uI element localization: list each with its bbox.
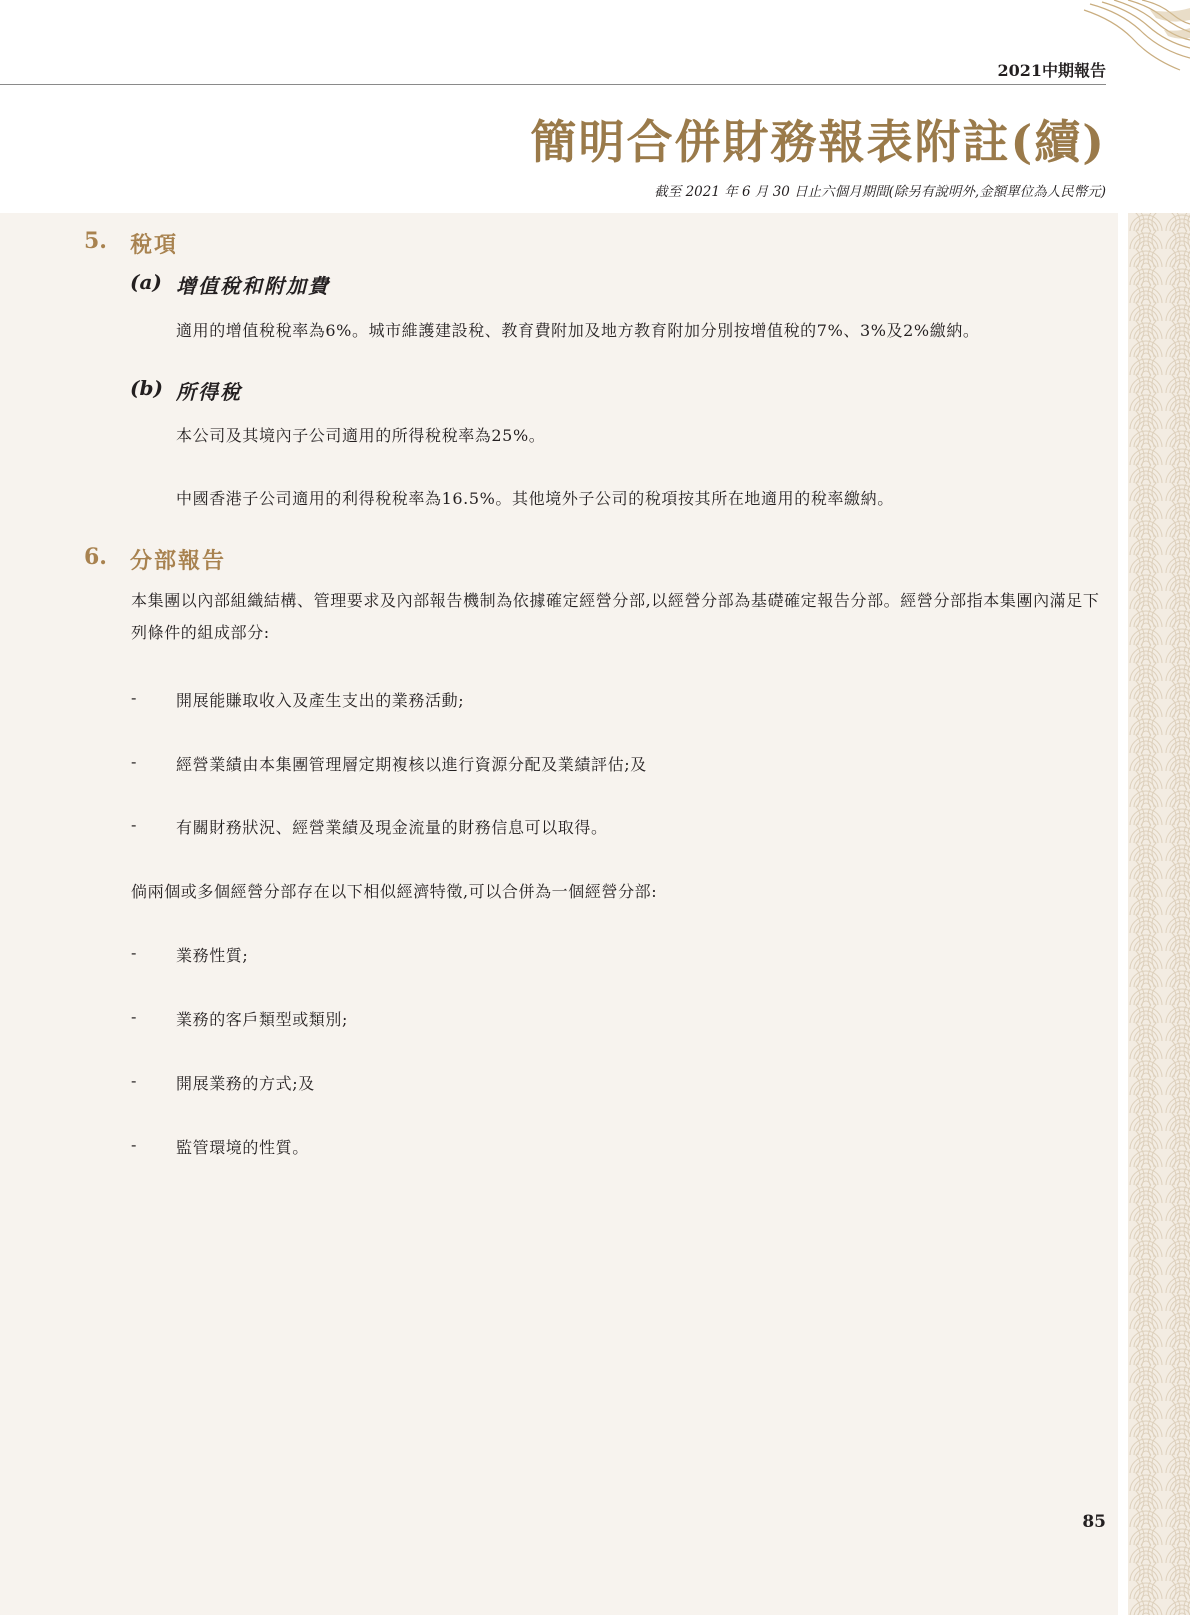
subsection-title: 增值稅和附加費	[176, 274, 330, 298]
dash-bullet: -	[131, 752, 137, 771]
list-item-text: 業務的客戶類型或類別;	[176, 1010, 348, 1029]
aggregation-paragraph: 倘兩個或多個經營分部存在以下相似經濟特徵,可以合併為一個經營分部:	[131, 882, 658, 901]
page-header	[0, 0, 1190, 213]
content-area	[0, 213, 1118, 1615]
section-number: 6.	[84, 544, 107, 570]
income-tax-paragraph-1: 本公司及其境內子公司適用的所得稅稅率為25%。	[176, 426, 546, 445]
dash-bullet: -	[131, 688, 137, 707]
subsection-letter: (a)	[130, 270, 162, 294]
page-number: 85	[1082, 1512, 1106, 1532]
list-item-text: 有關財務狀況、經營業績及現金流量的財務信息可以取得。	[176, 818, 608, 837]
segment-intro-paragraph: 本集團以內部組織結構、管理要求及內部報告機制為依據確定經營分部,以經營分部為基礎確定報告分部。經營分部指本集團內滿足下列條件的組成部分:	[131, 591, 1100, 642]
section-number: 5.	[84, 228, 107, 254]
dash-bullet: -	[131, 1007, 137, 1026]
list-item-text: 經營業績由本集團管理層定期複核以進行資源分配及業績評估;及	[176, 755, 647, 774]
section-title: 稅項	[130, 232, 179, 258]
list-item-text: 業務性質;	[176, 946, 249, 965]
dash-bullet: -	[131, 943, 137, 962]
scallop-pattern-icon	[1128, 213, 1190, 1615]
income-tax-paragraph-2: 中國香港子公司適用的利得稅稅率為16.5%。其他境外子公司的稅項按其所在地適用的稅率繳納。	[176, 489, 894, 508]
dash-bullet: -	[131, 1135, 137, 1154]
report-label: 2021中期報告	[997, 61, 1106, 80]
vat-paragraph: 適用的增值稅稅率為6%。城市維護建設稅、教育費附加及地方教育附加分別按增值稅的7%、3%及2%繳納。	[176, 321, 980, 340]
list-item-text: 開展業務的方式;及	[176, 1074, 315, 1093]
subsection-letter: (b)	[130, 376, 163, 400]
header-divider	[0, 84, 1106, 85]
list-item-text: 監管環境的性質。	[176, 1138, 309, 1157]
page-title: 簡明合併財務報表附註(續)	[530, 115, 1106, 169]
section-title: 分部報告	[130, 548, 227, 574]
dash-bullet: -	[131, 815, 137, 834]
dash-bullet: -	[131, 1071, 137, 1090]
page-subtitle: 截至 2021 年 6 月 30 日止六個月期間(除另有說明外,金額單位為人民幣元)	[654, 184, 1106, 200]
subsection-title: 所得稅	[176, 380, 242, 404]
list-item-text: 開展能賺取收入及產生支出的業務活動;	[176, 691, 465, 710]
